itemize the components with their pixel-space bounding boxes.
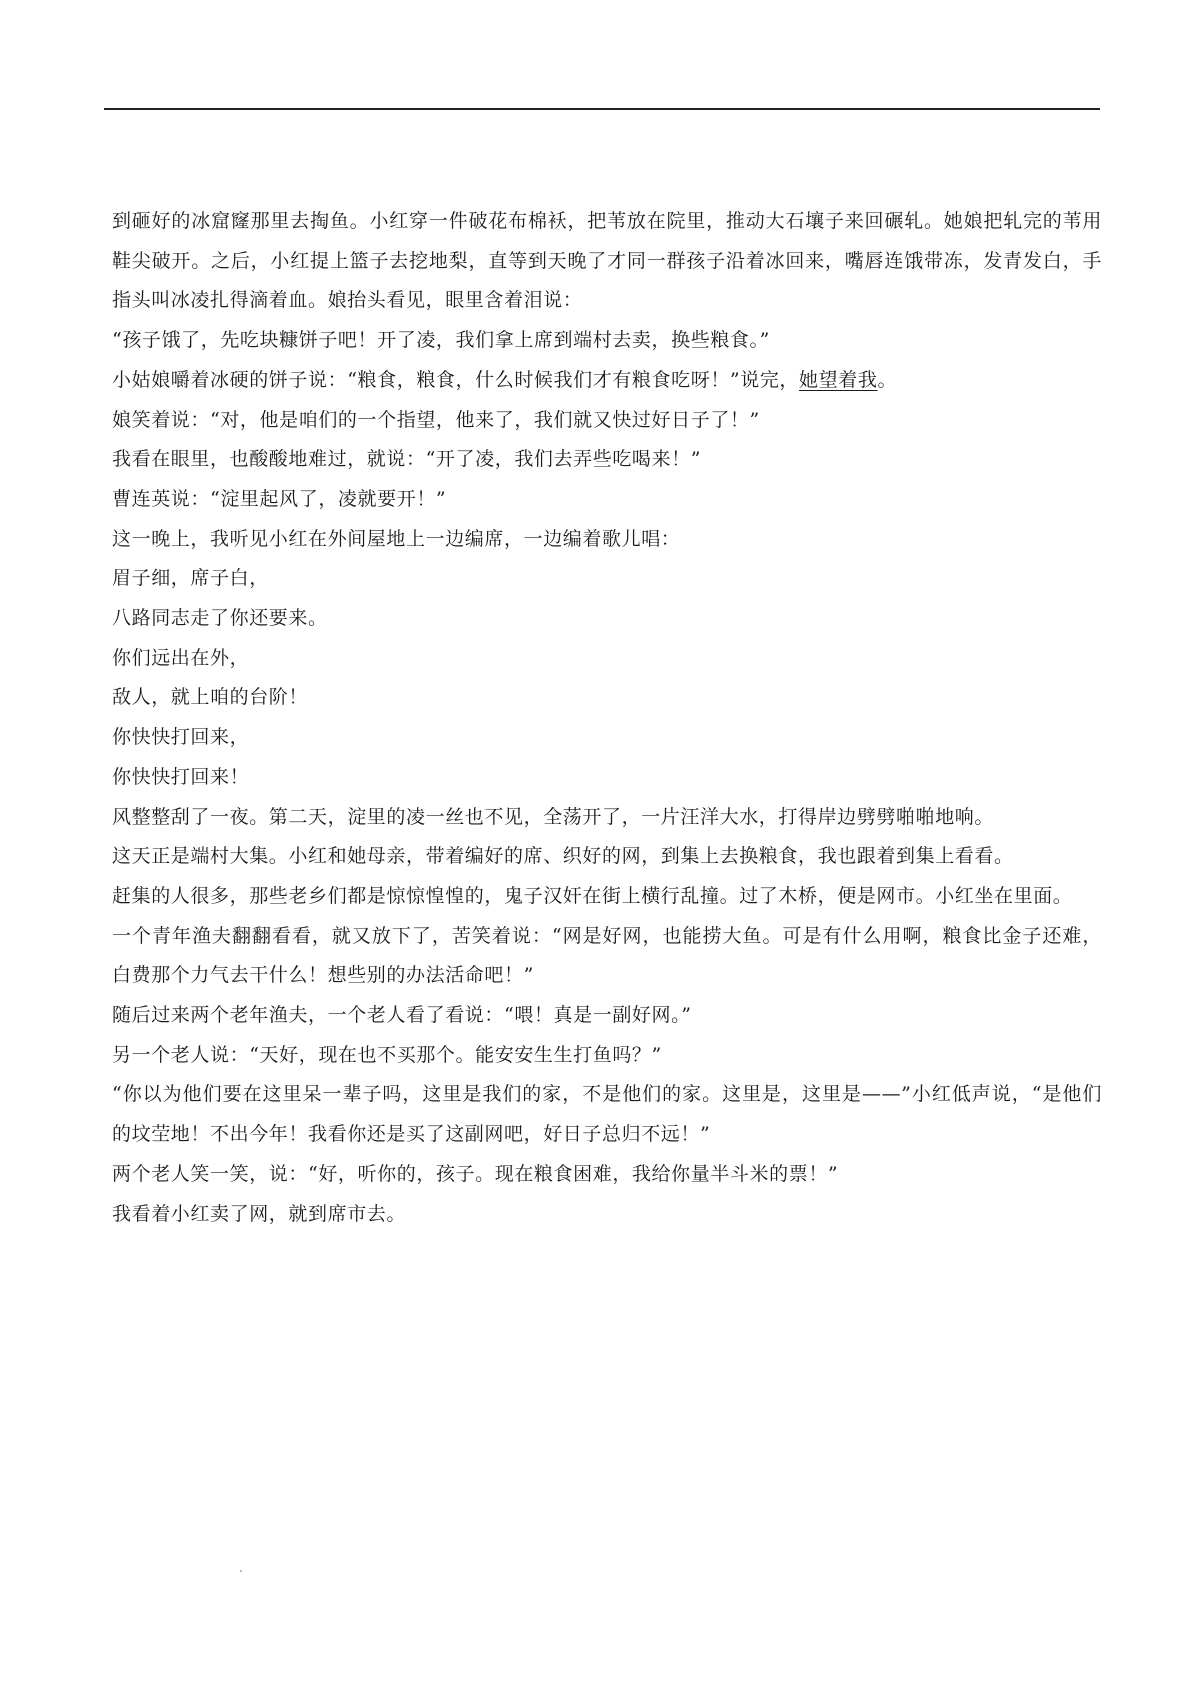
paragraph: 曹连英说：“淀里起风了，凌就要开！”: [112, 487, 447, 510]
paragraph: “孩子饿了，先吃块糠饼子吧！开了凌，我们拿上席到端村去卖，换些粮食。”: [112, 329, 770, 352]
paragraph-text: 。: [877, 368, 898, 391]
paragraph: 随后过来两个老年渔夫，一个老人看了看说：“喂！真是一副好网。”: [112, 1004, 692, 1027]
song-line: 你快快打回来！: [112, 765, 250, 788]
paragraph: 赶集的人很多，那些老乡们都是惊惊惶惶的，鬼子汉奸在街上横行乱撞。过了木桥，便是网市。小红坐在里面。: [112, 884, 1073, 907]
paragraph-text: 小姑娘嚼着冰硬的饼子说：“粮食，粮食，什么时候我们才有粮食吃呀！”说完，: [112, 368, 800, 391]
paragraph: 这一晚上，我听见小红在外间屋地上一边编席，一边编着歌儿唱：: [112, 527, 681, 550]
paragraph: 娘笑着说：“对，他是咱们的一个指望，他来了，我们就又快过好日子了！”: [112, 408, 760, 431]
underlined-phrase: 她望着我: [799, 368, 878, 391]
song-line: 眉子细，席子白，: [112, 567, 269, 590]
paragraph: 风整整刮了一夜。第二天，淀里的凌一丝也不见，全荡开了，一片汪洋大水，打得岸边劈劈啪啪地响。: [112, 805, 995, 828]
header-rule: [104, 108, 1100, 110]
paragraph: 两个老人笑一笑，说：“好，听你的，孩子。现在粮食困难，我给你量半斗米的票！”: [112, 1162, 839, 1185]
song-line: 你快快打回来，: [112, 726, 250, 749]
paragraph: 我看在眼里，也酸酸地难过，就说：“开了凌，我们去弄些吃喝来！”: [112, 448, 702, 471]
document-body: [112, 202, 1102, 1234]
paragraph: 另一个老人说：“天好，现在也不买那个。能安安生生打鱼吗？”: [112, 1043, 662, 1066]
song-line: 八路同志走了你还要来。: [112, 607, 328, 630]
paragraph: “你以为他们要在这里呆一辈子吗，这里是我们的家，不是他们的家。这里是，这里是——”小红低声说，“是他们的坟茔地！不出今年！我看你还是买了这副网吧，好日子总归不远！”: [112, 1083, 1102, 1146]
paragraph: 一个青年渔夫翻翻看看，就又放下了，苦笑着说：“网是好网，也能捞大鱼。可是有什么用啊，粮食比金子还难，白费那个力气去干什么！想些别的办法活命吧！”: [112, 924, 1102, 987]
paragraph: 这天正是端村大集。小红和她母亲，带着编好的席、织好的网，到集上去换粮食，我也跟着到集上看看。: [112, 845, 1014, 868]
paragraph-with-underline: [112, 361, 1102, 401]
paragraph: 我看着小红卖了网，就到席市去。: [112, 1202, 407, 1225]
song-line: 敌人，就上咱的台阶！: [112, 686, 309, 709]
scan-speck: [240, 1570, 242, 1572]
song-line: 你们远出在外，: [112, 646, 250, 669]
paragraph: 到砸好的冰窟窿那里去掏鱼。小红穿一件破花布棉袄，把苇放在院里，推动大石壤子来回碾轧。她娘把轧完的苇用鞋尖破开。之后，小红提上篮子去挖地梨，直等到天晚了才同一群孩子沿着冰回来，嘴唇连饿带冻，发青发白，手指头叫冰凌扎得滴着血。娘抬头看见，眼里含着泪说：: [112, 210, 1102, 312]
